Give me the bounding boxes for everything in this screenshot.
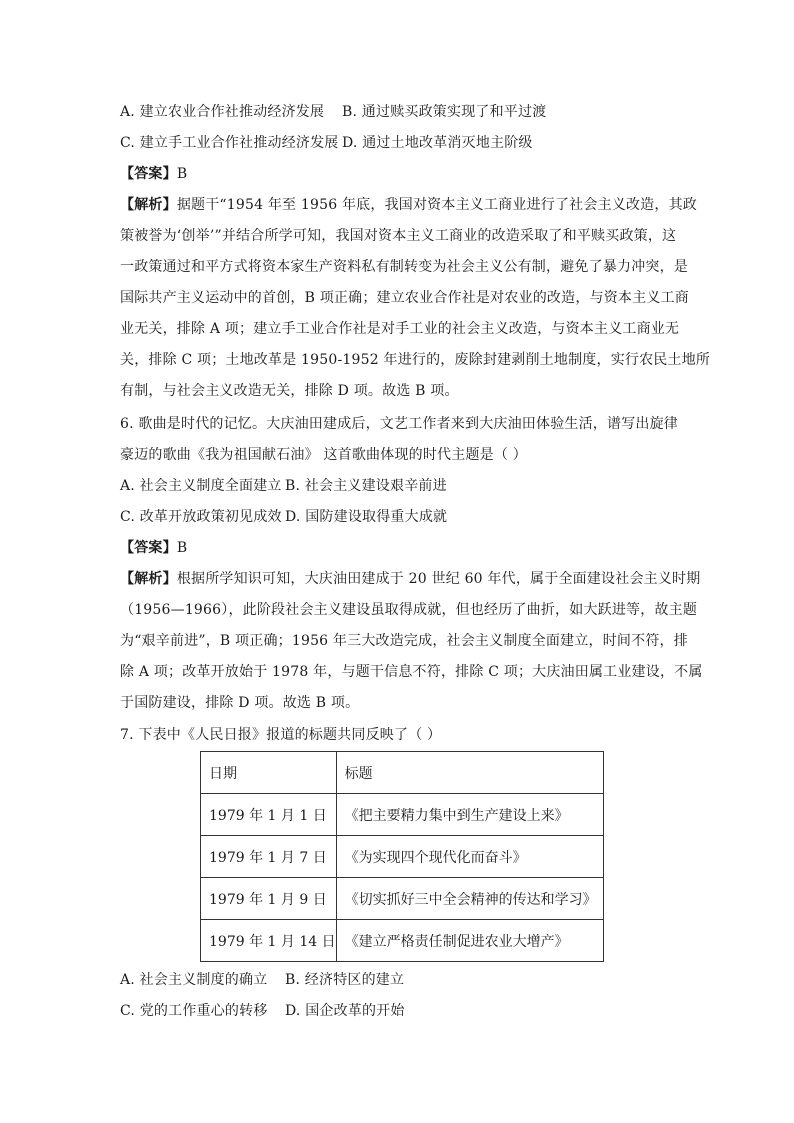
q7-option-d: D. 国企改革的开始 — [285, 1003, 405, 1019]
table-header-row — [201, 752, 604, 794]
q5-options-row1 — [120, 102, 680, 122]
q7-options-row1 — [120, 970, 680, 990]
q5-option-b: B. 通过赎买政策实现了和平过渡 — [342, 104, 547, 120]
q6-answer-label: 【答案】 — [120, 540, 177, 556]
q7-options-row2 — [120, 1001, 680, 1021]
table-row — [201, 794, 604, 836]
table-cell-title: 《把主要精力集中到生产建设上来》 — [336, 794, 603, 836]
q6-analysis-label: 【解析】 — [120, 571, 177, 587]
table-cell-title: 《为实现四个现代化而奋斗》 — [336, 836, 603, 878]
q6-option-d: D. 国防建设取得重大成就 — [285, 509, 448, 525]
q5-analysis-line-7: 有制，与社会主义改造无关，排除 D 项。故选 B 项。 — [120, 383, 459, 399]
table-row — [201, 836, 604, 878]
q5-option-a: A. 建立农业合作社推动经济发展 — [120, 104, 325, 120]
table-row — [201, 920, 604, 962]
q5-answer-label: 【答案】 — [120, 166, 177, 182]
table-header-title: 标题 — [336, 752, 603, 794]
q6-analysis-line-4: 除 A 项；改革开放始于 1978 年，与题干信息不符，排除 C 项；大庆油田属工业建设，不属 — [120, 664, 703, 680]
q5-analysis-line-1 — [120, 195, 697, 215]
q7-stem: 7. 下表中《人民日报》报道的标题共同反映了（ ） — [120, 727, 442, 743]
q5-analysis-line-6: 关，排除 C 项；土地改革是 1950-1952 年进行的，废除封建剥削土地制度，实行农民土地所 — [120, 352, 711, 368]
q7-option-a: A. 社会主义制度的确立 — [120, 972, 268, 988]
q5-analysis-line-5: 业无关，排除 A 项；建立手工业合作社是对手工业的社会主义改造，与资本主义工商业无 — [120, 321, 680, 337]
q6-answer — [120, 538, 680, 558]
q7-option-b: B. 经济特区的建立 — [285, 972, 405, 988]
q6-options-row1 — [120, 476, 680, 496]
q5-answer-value: B — [176, 166, 188, 182]
table-row — [201, 878, 604, 920]
q6-options-row2 — [120, 507, 680, 527]
q6-option-b: B. 社会主义建设艰辛前进 — [285, 478, 447, 494]
q5-analysis-line-3: 一政策通过和平方式将资本家生产资料私有制转变为社会主义公有制，避免了暴力冲突，是 — [120, 259, 688, 275]
q6-analysis-line-5: 于国防建设，排除 D 项。故选 B 项。 — [120, 695, 360, 711]
table-cell-date: 1979 年 1 月 1 日 — [201, 794, 337, 836]
q6-answer-value: B — [176, 540, 188, 556]
q6-stem-line-1: 6. 歌曲是时代的记忆。大庆油田建成后，文艺工作者来到大庆油田体验生活，谱写出旋律 — [120, 416, 679, 432]
q5-analysis-line-4: 国际共产主义运动中的首创，B 项正确；建立农业合作社是对农业的改造，与资本主义工商 — [120, 290, 689, 306]
q5-analysis-label: 【解析】 — [120, 197, 177, 213]
table-header-date: 日期 — [201, 752, 337, 794]
table-cell-title: 《切实抓好三中全会精神的传达和学习》 — [336, 878, 603, 920]
table-cell-date: 1979 年 1 月 14 日 — [201, 920, 337, 962]
q5-option-c: C. 建立手工业合作社推动经济发展 — [120, 135, 339, 151]
q7-headline-table — [200, 751, 604, 962]
table-cell-date: 1979 年 1 月 9 日 — [201, 878, 337, 920]
q6-analysis-text-1: 根据所学知识可知，大庆油田建成于 20 世纪 60 年代，属于全面建设社会主义时期 — [176, 571, 701, 587]
q5-options-row2 — [120, 133, 680, 153]
q5-answer — [120, 164, 680, 184]
q6-analysis-line-3: 为“艰辛前进”，B 项正确；1956 年三大改造完成，社会主义制度全面建立，时间不符，排 — [120, 633, 688, 649]
q5-analysis-line-2: 策被誉为‘创举’”并结合所学可知，我国对资本主义工商业的改造采取了和平赎买政策，这 — [120, 228, 677, 244]
q6-option-c: C. 改革开放政策初见成效 — [120, 509, 282, 525]
table-cell-title: 《建立严格责任制促进农业大增产》 — [336, 920, 603, 962]
q6-option-a: A. 社会主义制度全面建立 — [120, 478, 282, 494]
q7-option-c: C. 党的工作重心的转移 — [120, 1003, 268, 1019]
q6-analysis-line-2: （1956—1966），此阶段社会主义建设虽取得成就，但也经历了曲折，如大跃进等，故主题 — [120, 602, 698, 618]
q6-stem-line-2: 豪迈的歌曲《我为祖国献石油》 这首歌曲体现的时代主题是（ ） — [120, 447, 527, 463]
table-cell-date: 1979 年 1 月 7 日 — [201, 836, 337, 878]
q6-analysis-line-1 — [120, 569, 701, 589]
q5-analysis-text-1: 据题干“1954 年至 1956 年底，我国对资本主义工商业进行了社会主义改造，其政 — [176, 197, 697, 213]
q5-option-d: D. 通过土地改革消灭地主阶级 — [342, 135, 533, 151]
